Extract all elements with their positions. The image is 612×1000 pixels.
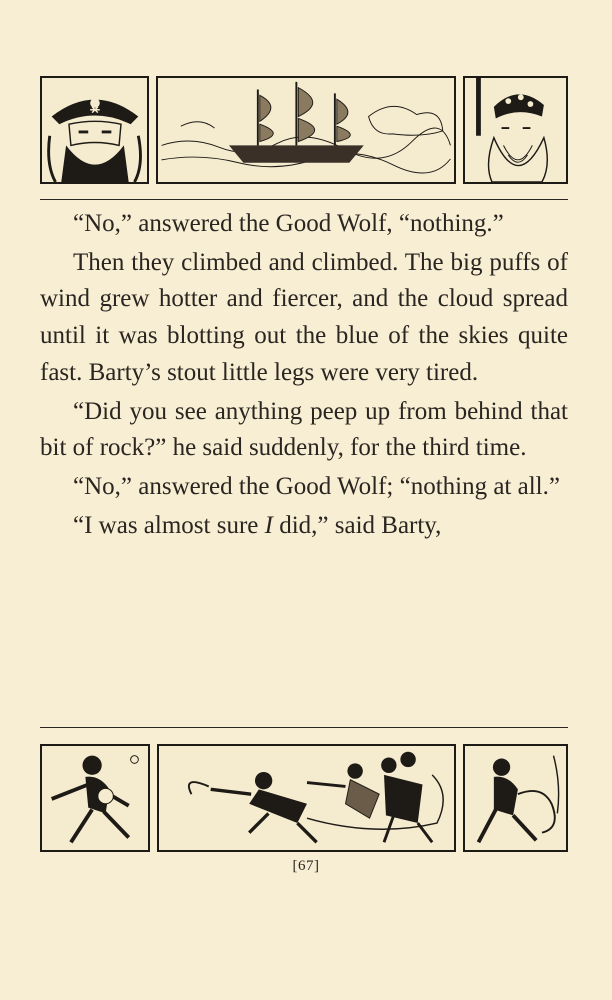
- monkey-holding-tail-illustration: [463, 744, 568, 852]
- paragraph-3: “Did you see anything peep up from behind that bit of rock?” he said suddenly, for the third time.: [40, 397, 568, 462]
- paragraph-4: “No,” answered the Good Wolf; “nothing at all.”: [73, 472, 560, 500]
- emphasis-word: I: [264, 511, 273, 539]
- top-divider-rule: [40, 199, 568, 200]
- footer-illustration-strip: [40, 744, 568, 852]
- monkey-tail-icon: [465, 746, 566, 850]
- bottom-divider-rule: [40, 727, 568, 728]
- page-number: [67]: [292, 858, 320, 874]
- chasing-monkeys-illustration: [157, 744, 456, 852]
- monkeys-icon: [159, 746, 454, 850]
- paragraph-5: “I was almost sure I did,” said Barty,: [73, 511, 442, 539]
- body-text: [40, 206, 568, 544]
- monkey-icon: [42, 746, 148, 850]
- running-monkey-illustration: [40, 744, 150, 852]
- bearded-pirate-icon: [465, 78, 566, 182]
- paragraph-2: Then they climbed and climbed. The big puffs of wind grew hotter and fiercer, and the cloud spread until it was blotting out the blue of the skies quite fast. Barty’s stout little legs were very tired.: [40, 248, 568, 386]
- bearded-pirate-illustration: [463, 76, 568, 184]
- sailing-ship-illustration: [156, 76, 456, 184]
- pirate-portrait-illustration: [40, 76, 149, 184]
- ship-icon: [158, 78, 454, 182]
- header-illustration-strip: [40, 76, 568, 184]
- paragraph-1: “No,” answered the Good Wolf, “nothing.”: [73, 210, 504, 237]
- pirate-icon: [42, 78, 147, 182]
